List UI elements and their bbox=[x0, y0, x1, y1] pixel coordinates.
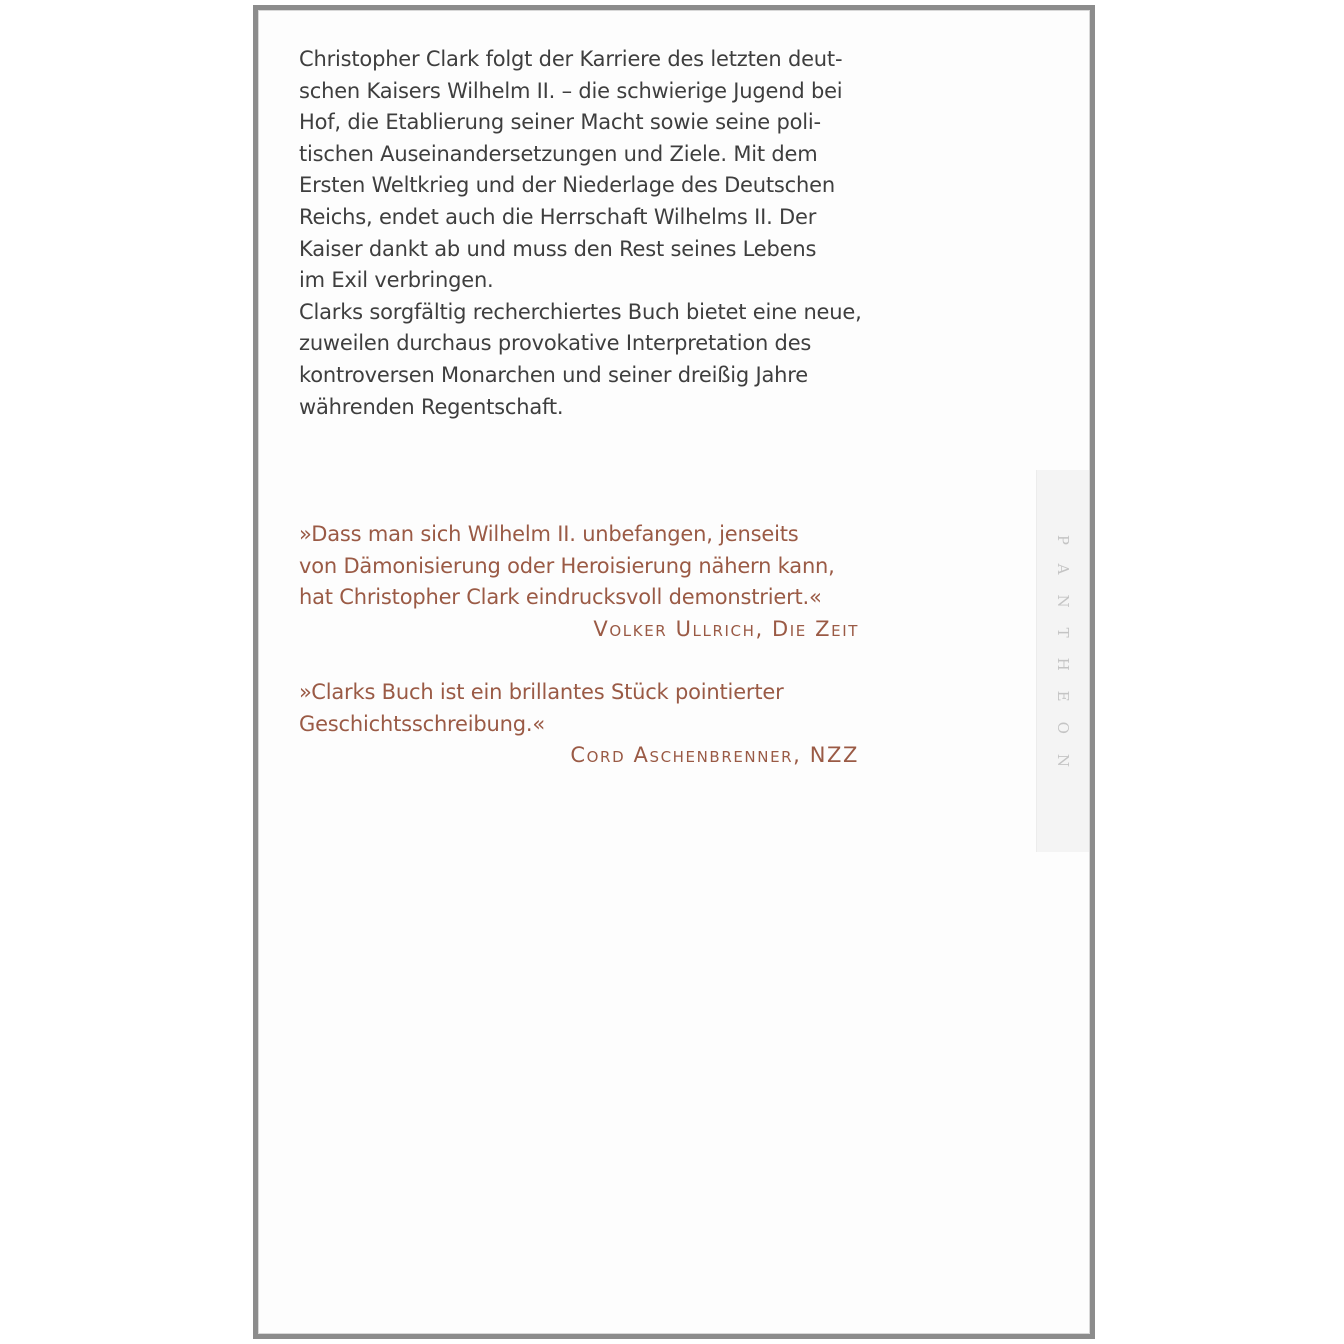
spine-edge bbox=[1036, 470, 1089, 852]
quote-line: Geschichtsschreibung.« bbox=[299, 711, 545, 736]
blurb-line: im Exil verbringen. bbox=[299, 268, 494, 293]
blurb-line: Clarks sorgfältig recherchiertes Buch bietet eine neue, bbox=[299, 299, 862, 324]
blurb-line: zuweilen durchaus provokative Interpretation des bbox=[299, 331, 812, 356]
quote-source: Cord Aschenbrenner, NZZ bbox=[570, 743, 859, 768]
blurb-line: Ersten Weltkrieg und der Niederlage des Deutschen bbox=[299, 173, 835, 198]
blurb-line: tischen Auseinandersetzungen und Ziele. Mit dem bbox=[299, 141, 818, 166]
quote-source: Volker Ullrich, Die Zeit bbox=[593, 616, 859, 641]
quote-line: »Clarks Buch ist ein brillantes Stück pointierter bbox=[299, 680, 784, 704]
blurb-line: Hof, die Etablierung seiner Macht sowie seine poli- bbox=[299, 110, 821, 135]
blurb-paragraph bbox=[299, 44, 879, 423]
blurb-line: Kaiser dankt ab und muss den Rest seines Lebens bbox=[299, 236, 817, 261]
quote-line: »Dass man sich Wilhelm II. unbefangen, jenseits bbox=[299, 522, 799, 546]
quote-line: hat Christopher Clark eindrucksvoll demonstriert.« bbox=[299, 585, 822, 610]
blurb-line: währenden Regentschaft. bbox=[299, 394, 564, 419]
blurb-line: Reichs, endet auch die Herrschaft Wilhelms II. Der bbox=[299, 204, 817, 229]
publisher-label: PANTHEON bbox=[1054, 534, 1072, 788]
press-quote bbox=[299, 519, 859, 645]
blurb-line: Christopher Clark folgt der Karriere des letzten deut- bbox=[299, 47, 843, 71]
press-quote bbox=[299, 677, 859, 772]
quote-line: von Dämonisierung oder Heroisierung nähern kann, bbox=[299, 553, 835, 578]
blurb-line: schen Kaisers Wilhelm II. – die schwierige Jugend bei bbox=[299, 78, 843, 103]
blurb-line: kontroversen Monarchen und seiner dreißig Jahre bbox=[299, 362, 808, 387]
